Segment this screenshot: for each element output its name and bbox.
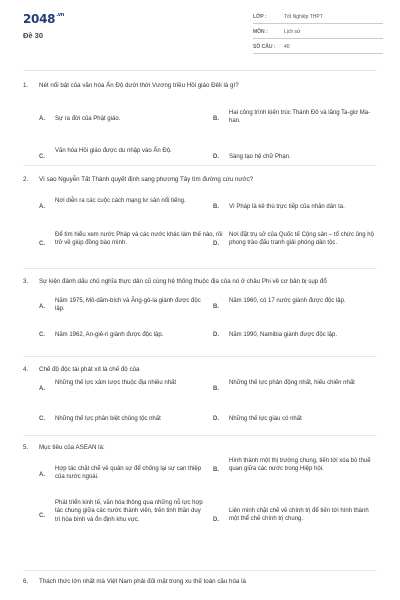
info-label: LỚP : <box>253 14 267 20</box>
site-logo[interactable] <box>23 12 64 26</box>
exam-code: Đề 30 <box>23 31 44 40</box>
option-text: Hợp tác chặt chẽ về quân sự để chống lại sự can thiệp của nước ngoài. <box>55 465 202 480</box>
question-5: 5. Mục tiêu của ASEAN là: A. Hợp tác chặt chẽ về quân sự để chống lại sự can thiệp của nước ngoài. B. Hình thành một thị trường chung, tiến tới xóa bỏ thuế quan giữa các nước trong Hiệp hội. C. Phát triển kinh tế, văn hóa thông qua những nỗ lực hợp tác chung giữa các nước thành viên, trên tinh thần duy trì hòa bình và ổn định khu vực. D. Liên minh chặt chẽ về chính trị để tiến tới hình thành một thể chế chính trị chung. <box>23 444 377 453</box>
question-number: 3. <box>23 278 29 285</box>
option-text: Vì Pháp là kẻ thù trực tiếp của nhân dân ta. <box>229 203 345 210</box>
question-text: 4. Chế độ độc tài phát xít là chế độ của <box>23 366 140 373</box>
question-text: 2. Vì sao Nguyễn Tất Thành quyết định sang phương Tây tìm đường cứu nước? <box>23 176 254 183</box>
logo-tld: .vn <box>56 12 65 18</box>
option-text: Nơi đặt trụ sở của Quốc tế Cộng sản – tổ chức ủng hộ phong trào đấu tranh giải phóng dân tộc. <box>229 231 374 246</box>
question-number: 1. <box>23 82 29 89</box>
option-text: Liên minh chặt chẽ về chính trị để tiến tới hình thành một thể chế chính trị chung. <box>229 507 369 522</box>
option-text: Những thế lực phân biệt chủng tộc nhất <box>55 415 161 422</box>
question-2: 2. Vì sao Nguyễn Tất Thành quyết định sang phương Tây tìm đường cứu nước? A. Nơi diễn ra các cuộc cách mạng tư sản nổi tiếng. B. Vì Pháp là kẻ thù trực tiếp của nhân dân ta. C. Để tìm hiểu xem nước Pháp và các nước khác làm thế nào, rồi trở về giúp đồng bào mình. D. Nơi đặt trụ sở của Quốc tế Cộng sản – tổ chức ủng hộ phong trào đấu tranh giải phóng dân tộc. <box>23 176 377 185</box>
header-divider <box>23 70 377 71</box>
question-text: 5. Mục tiêu của ASEAN là: <box>23 444 105 451</box>
question-divider <box>23 570 377 571</box>
question-text: 3. Sự kiện đánh dấu chủ nghĩa thực dân cũ cùng hệ thống thuộc địa của nó ở châu Phi về cơ bản bị sụp đổ <box>23 278 327 285</box>
question-4: 4. Chế độ độc tài phát xít là chế độ của A. Những thế lực xâm lược thuộc địa nhiều nhất B. Những thế lực phản động nhất, hiếu chiến nhất C. Những thế lực phân biệt chủng tộc nhất D. Những thế lực giàu có nhất <box>23 366 377 375</box>
info-label: MÔN : <box>253 29 268 35</box>
info-underline <box>253 38 383 39</box>
question-number: 5. <box>23 444 29 451</box>
question-1: 1. Nét nổi bật của văn hóa Ấn Độ dưới thời Vương triều Hồi giáo Đêli là gì? A. Sự ra đời của Phật giáo. B. Hai công trình kiến trúc Thánh Đô và lăng Ta-giơ Ma-han. C. Văn hóa Hồi giáo được du nhập vào Ấn Độ. D. Sáng tạo hệ chữ Phạn. <box>23 82 377 91</box>
question-divider <box>23 268 377 269</box>
option-text: Những thế lực phản động nhất, hiếu chiến nhất <box>229 379 355 386</box>
info-underline <box>253 53 383 54</box>
question-number: 4. <box>23 366 29 373</box>
option-text: Năm 1960, có 17 nước giành được độc lập. <box>229 297 346 304</box>
option-text: Sáng tạo hệ chữ Phạn. <box>229 153 291 160</box>
info-label: SỐ CÂU : <box>253 44 276 50</box>
option-text: Những thế lực xâm lược thuộc địa nhiều nhất <box>55 379 177 386</box>
option-text: Phát triển kinh tế, văn hóa thông qua những nỗ lực hợp tác chung giữa các nước thành viên, trên tinh thần duy trì hòa bình và ổn định khu vực. <box>55 499 203 523</box>
option-text: Năm 1962, An-giê-ri giành được độc lập. <box>55 331 164 338</box>
info-value: Lịch sử <box>284 29 301 35</box>
option-text: Những thế lực giàu có nhất <box>229 415 302 422</box>
info-underline <box>253 23 383 24</box>
exam-header <box>0 0 400 70</box>
question-3: 3. Sự kiện đánh dấu chủ nghĩa thực dân cũ cùng hệ thống thuộc địa của nó ở châu Phi về cơ bản bị sụp đổ A. Năm 1975, Mô-dăm-bích và Ăng-gô-la giành được độc lập. B. Năm 1960, có 17 nước giành được độc lập. C. Năm 1962, An-giê-ri giành được độc lập. D. Năm 1990, Namibia giành được độc lập. <box>23 278 377 287</box>
logo-main: 2048 <box>23 12 56 26</box>
option-text: Năm 1990, Namibia giành được độc lập. <box>229 331 338 338</box>
question-divider <box>23 435 377 436</box>
question-number: 2. <box>23 176 29 183</box>
question-6 <box>23 578 377 587</box>
info-value: Tốt Nghiệp THPT <box>284 14 323 20</box>
option-text: Năm 1975, Mô-dăm-bích và Ăng-gô-la giành được độc lập. <box>55 297 201 312</box>
question-divider <box>23 356 377 357</box>
option-text: Để tìm hiểu xem nước Pháp và các nước khác làm thế nào, rồi trở về giúp đồng bào mình. <box>55 231 223 246</box>
option-text: Hai công trình kiến trúc Thánh Đô và lăng Ta-giơ Ma-han. <box>229 109 371 124</box>
info-value: 40 <box>284 44 290 50</box>
option-text: Văn hóa Hồi giáo được du nhập vào Ấn Độ. <box>55 147 172 154</box>
question-text: 1. Nét nổi bật của văn hóa Ấn Độ dưới thời Vương triều Hồi giáo Đêli là gì? <box>23 82 239 89</box>
option-text: Sự ra đời của Phật giáo. <box>55 115 121 122</box>
question-divider <box>23 165 377 166</box>
question-number: 6. <box>23 578 29 585</box>
question-text: 6. Thách thức lớn nhất mà Việt Nam phải đối mặt trong xu thế toàn cầu hóa là <box>23 578 246 585</box>
option-text: Nơi diễn ra các cuộc cách mạng tư sản nổi tiếng. <box>55 197 186 204</box>
option-text: Hình thành một thị trường chung, tiến tới xóa bỏ thuế quan giữa các nước trong Hiệp hội. <box>229 457 371 472</box>
